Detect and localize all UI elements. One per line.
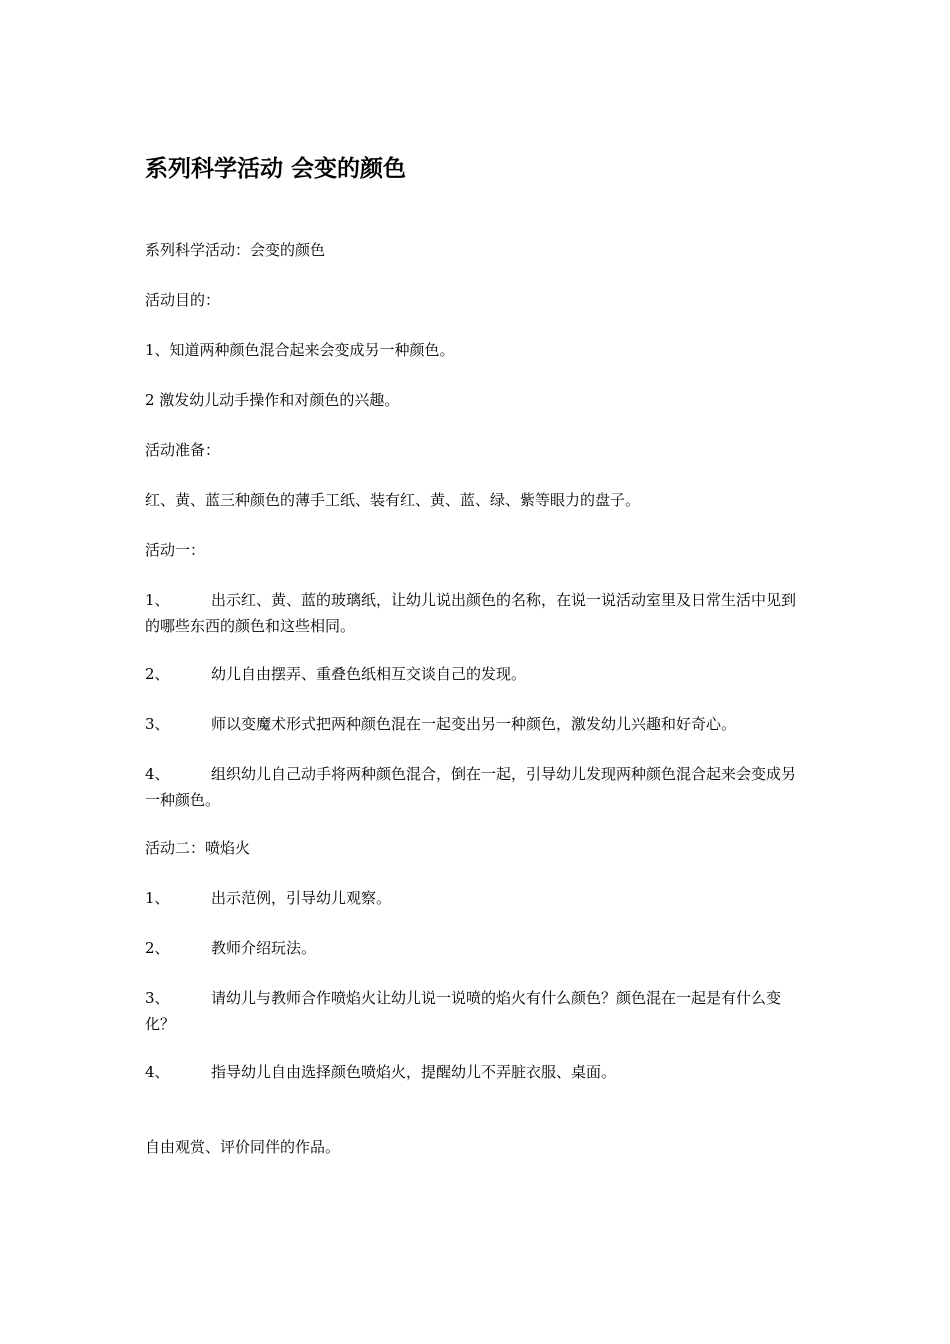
goal-item: 1、知道两种颜色混合起来会变成另一种颜色。 (145, 341, 455, 359)
item-number: 2、 (145, 665, 170, 683)
activity2-item (145, 1059, 810, 1085)
item-number: 3、 (145, 989, 170, 1007)
item-number: 1、 (145, 889, 170, 907)
prep-heading: 活动准备： (145, 441, 221, 459)
item-text: 出示红、黄、蓝的玻璃纸，让幼儿说出颜色的名称，在说一说活动室里及日常生活中见到的哪些东西的颜色和这些相同。 (145, 591, 797, 635)
activity2-heading: 活动二：喷焰火 (145, 839, 251, 857)
goal-heading: 活动目的： (145, 291, 221, 309)
activity2-item (145, 885, 810, 911)
activity1-heading: 活动一： (145, 541, 206, 559)
goal-item: 2 激发幼儿动手操作和对颜色的兴趣。 (145, 391, 400, 409)
activity1-item (145, 761, 810, 813)
activity1-item (145, 711, 810, 737)
document-title: 系列科学活动 会变的颜色 (145, 156, 407, 182)
closing-text: 自由观赏、评价同伴的作品。 (145, 1138, 341, 1156)
subtitle: 系列科学活动：会变的颜色 (145, 241, 326, 259)
item-number: 3、 (145, 715, 170, 733)
item-text: 幼儿自由摆弄、重叠色纸相互交谈自己的发现。 (211, 665, 527, 683)
item-text: 组织幼儿自己动手将两种颜色混合，倒在一起，引导幼儿发现两种颜色混合起来会变成另一种颜色。 (145, 765, 797, 809)
item-number: 1、 (145, 591, 170, 609)
item-text: 出示范例，引导幼儿观察。 (211, 889, 392, 907)
activity2-item (145, 985, 810, 1037)
item-number: 2、 (145, 939, 170, 957)
item-number: 4、 (145, 765, 170, 783)
item-text: 教师介绍玩法。 (211, 939, 317, 957)
item-text: 请幼儿与教师合作喷焰火让幼儿说一说喷的焰火有什么颜色？颜色混在一起是有什么变化？ (145, 989, 782, 1033)
prep-text: 红、黄、蓝三种颜色的薄手工纸、装有红、黄、蓝、绿、紫等眼力的盘子。 (145, 491, 641, 509)
item-text: 师以变魔术形式把两种颜色混在一起变出另一种颜色，激发幼儿兴趣和好奇心。 (211, 715, 737, 733)
item-number: 4、 (145, 1063, 170, 1081)
activity1-item (145, 587, 810, 639)
activity1-item (145, 661, 810, 687)
item-text: 指导幼儿自由选择颜色喷焰火，提醒幼儿不弄脏衣服、桌面。 (211, 1063, 617, 1081)
activity2-item (145, 935, 810, 961)
